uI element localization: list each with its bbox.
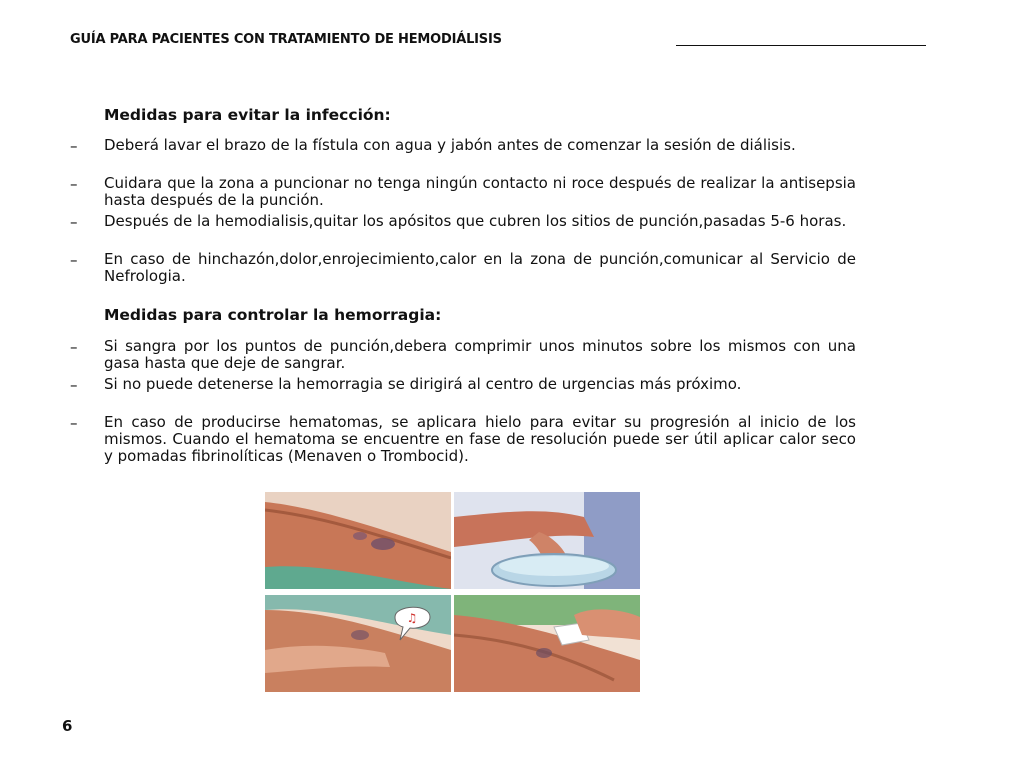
list-dash: –	[70, 175, 78, 193]
list-item-text: En caso de hinchazón,dolor,enrojecimiento,calor en la zona de punción,comunicar al Servicio de Nefrologia.	[104, 250, 856, 285]
list-item-text: Después de la hemodialisis,quitar los apósitos que cubren los sitios de punción,pasadas 5-6 horas.	[104, 212, 847, 230]
list-dash: –	[70, 338, 78, 356]
list-dash: –	[70, 251, 78, 269]
list-item-text: Si no puede detenerse la hemorragia se dirigirá al centro de urgencias más próximo.	[104, 375, 742, 393]
list-item-text: Deberá lavar el brazo de la fístula con agua y jabón antes de comenzar la sesión de diálisis.	[104, 136, 796, 154]
section-title-hemorrhage: Medidas para controlar la hemorragia:	[104, 306, 442, 324]
list-item-text: En caso de producirse hematomas, se aplicara hielo para evitar su progresión al inicio de los mismos. Cuando el hematoma se encuentre en fase de resolución puede ser útil aplicar calor seco y pomadas fibrinolíticas (Menaven o Trombocid).	[104, 413, 856, 465]
section-title-infection: Medidas para evitar la infección:	[104, 106, 391, 124]
illustration-arm-palpation	[265, 595, 451, 692]
svg-text:♫: ♫	[406, 611, 418, 625]
list-item-text: Si sangra por los puntos de punción,debera comprimir unos minutos sobre los mismos con una gasa hasta que deje de sangrar.	[104, 337, 856, 372]
header-rule	[676, 45, 926, 46]
list-dash: –	[70, 376, 78, 394]
list-dash: –	[70, 414, 78, 432]
list-dash: –	[70, 213, 78, 231]
list-item-text: Cuidara que la zona a puncionar no tenga ningún contacto ni roce después de realizar la antisepsia hasta después de la punción.	[104, 174, 856, 209]
list-dash: –	[70, 137, 78, 155]
page-number: 6	[62, 717, 73, 735]
illustration-arm-bruise	[265, 492, 451, 589]
illustration-grid	[265, 492, 640, 692]
illustration-arm-washing	[454, 492, 640, 589]
illustration-arm-gauze	[454, 595, 640, 692]
page-header	[70, 30, 860, 52]
header-title: GUÍA PARA PACIENTES CON TRATAMIENTO DE HEMODIÁLISIS	[70, 32, 502, 47]
